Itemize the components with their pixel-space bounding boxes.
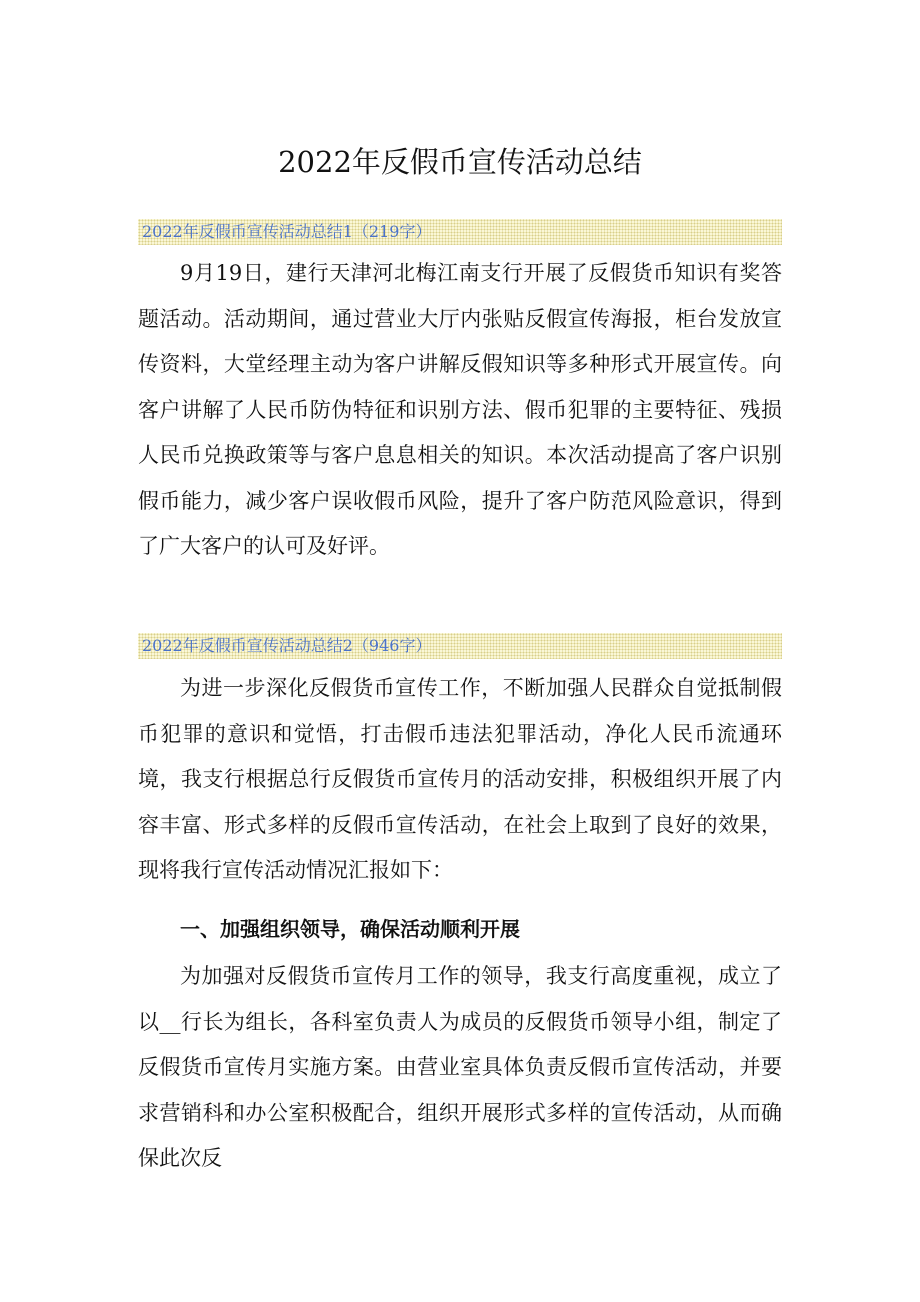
subsection-paragraph: 为加强对反假货币宣传月工作的领导，我支行高度重视，成立了以__行长为组长，各科室负责人为成员的反假货币领导小组，制定了反假货币宣传月实施方案。由营业室具体负责反假币宣传活动，并要求营销科和办公室积极配合，组织开展形式多样的宣传活动，从而确保此次反 (138, 964, 782, 1170)
document-title: 2022年反假币宣传活动总结 (278, 145, 642, 179)
section-heading-2: 2022年反假币宣传活动总结2（946字） (138, 633, 782, 659)
subsection-heading: 一、加强组织领导，确保活动顺利开展 (180, 917, 520, 941)
section-heading-1: 2022年反假币宣传活动总结1（219字） (138, 219, 782, 245)
section-1-paragraph: 9月19日，建行天津河北梅江南支行开展了反假货币知识有奖答题活动。活动期间，通过营业大厅内张贴反假宣传海报，柜台发放宣传资料，大堂经理主动为客户讲解反假知识等多种形式开展宣传。向客户讲解了人民币防伪特征和识别方法、假币犯罪的主要特征、残损人民币兑换政策等与客户息息相关的知识。本次活动提高了客户识别假币能力，减少客户误收假币风险，提升了客户防范风险意识，得到了广大客户的认可及好评。 (138, 261, 782, 558)
section-2-intro-paragraph: 为进一步深化反假货币宣传工作，不断加强人民群众自觉抵制假币犯罪的意识和觉悟，打击假币违法犯罪活动，净化人民币流通环境，我支行根据总行反假货币宣传月的活动安排，积极组织开展了内容丰富、形式多样的反假币宣传活动，在社会上取到了良好的效果，现将我行宣传活动情况汇报如下： (138, 676, 782, 882)
